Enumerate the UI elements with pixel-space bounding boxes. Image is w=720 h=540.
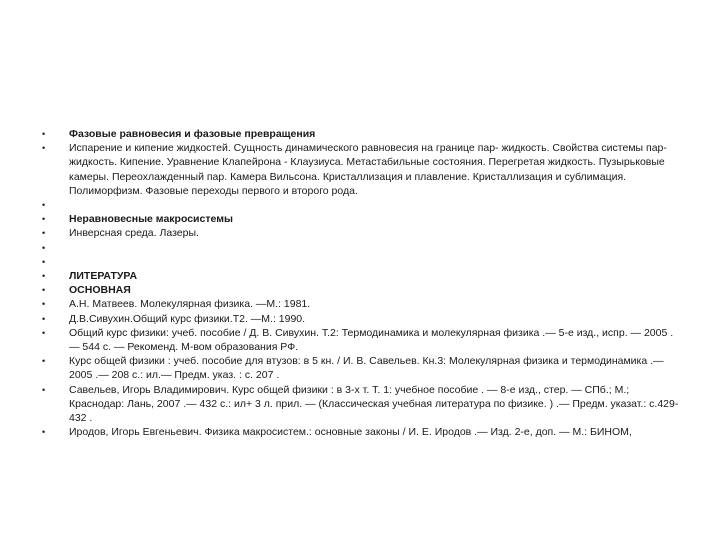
list-item (42, 255, 682, 269)
reference-text: Общий курс физики: учеб. пособие / Д. В. Сивухин. Т.2: Термодинамика и молекулярная физика .— 5-е изд., испр. — 2005 .— 544 с. — Рекоменд. М-вом образования РФ. (69, 326, 674, 354)
list-item (42, 326, 682, 354)
list-item-text (69, 255, 682, 269)
bullet-icon: • (42, 129, 46, 139)
list-item (42, 297, 682, 311)
list-item (42, 425, 682, 439)
bullet-icon: • (42, 356, 46, 367)
list-item (42, 283, 682, 297)
list-item (42, 212, 682, 226)
list-item (42, 312, 682, 326)
list-item (42, 127, 682, 141)
bullet-icon: • (42, 271, 46, 282)
list-item-text: Испарение и кипение жидкостей. Сущность динамического равновесия на границе пар- жидкость. Свойства системы пар-жидкость. Кипение. Уравнение Клапейрона - Клаузиуса. Метастабильные состояния. Перегретая жидкость. Пузырьковые камеры. Переохлажденный пар. Камера Вильсона. Кристаллизация и плавление. Кристаллизация и сублимация. Полиморфизм. Фазовые переходы первого и второго рода. (69, 142, 667, 197)
reference-text: Курс общей физики : учеб. пособие для втузов: в 5 кн. / И. В. Савельев. Кн.3: Молекулярная физика и термодинамика .— 2005 .— 208 с.: ил.— Предм. указ. : с. 207 . (69, 355, 664, 382)
bullet-icon: • (42, 313, 46, 324)
reference-text: Савельев, Игорь Владимирович. Курс общей физики : в 3-х т. Т. 1: учебное пособие . — 8-е изд., стер. — СПб.; М.; Краснодар: Лань, 2007 .— 432 с.: ил+ 3 л. прил. — (Классическая учебная литература по физике. ) .— Предм. указат.: с.429-432 . (69, 383, 679, 425)
literature-heading: ЛИТЕРАТУРА (69, 270, 138, 283)
list-item (42, 269, 682, 283)
list-item (42, 241, 682, 255)
bullet-list (42, 127, 682, 439)
bullet-icon: • (42, 299, 46, 310)
list-item (42, 226, 682, 240)
list-item (42, 354, 682, 382)
reference-text: Иродов, Игорь Евгеньевич. Физика макросистем.: основные законы / И. Е. Иродов .— Изд. 2-е, доп. — М.: БИНОМ, (69, 426, 632, 439)
reference-text: А.Н. Матвеев. Молекулярная физика. —М.: 1981. (69, 298, 311, 311)
list-item (42, 198, 682, 212)
section-heading-phase-equilibria: Фазовые равновесия и фазовые превращения (69, 128, 316, 140)
bullet-icon: • (42, 327, 46, 338)
reference-text: Д.В.Сивухин.Общий курс физики.Т2. —М.: 1990. (69, 312, 306, 325)
list-item-text: Инверсная среда. Лазеры. (69, 227, 199, 240)
bullet-icon: • (42, 242, 46, 253)
bullet-icon: • (42, 427, 46, 438)
bullet-icon: • (42, 214, 46, 225)
list-item (42, 141, 682, 198)
bullet-icon: • (42, 285, 46, 296)
bullet-icon: • (42, 384, 46, 395)
list-item (42, 383, 682, 426)
bullet-icon: • (42, 143, 46, 154)
bullet-icon: • (42, 200, 46, 211)
list-item-text (69, 241, 682, 255)
section-heading-nonequilibrium: Неравновесные макросистемы (69, 213, 233, 226)
bullet-icon: • (42, 228, 46, 239)
bullet-icon: • (42, 256, 46, 267)
list-item-text (69, 198, 682, 212)
literature-subheading: ОСНОВНАЯ (69, 284, 131, 297)
